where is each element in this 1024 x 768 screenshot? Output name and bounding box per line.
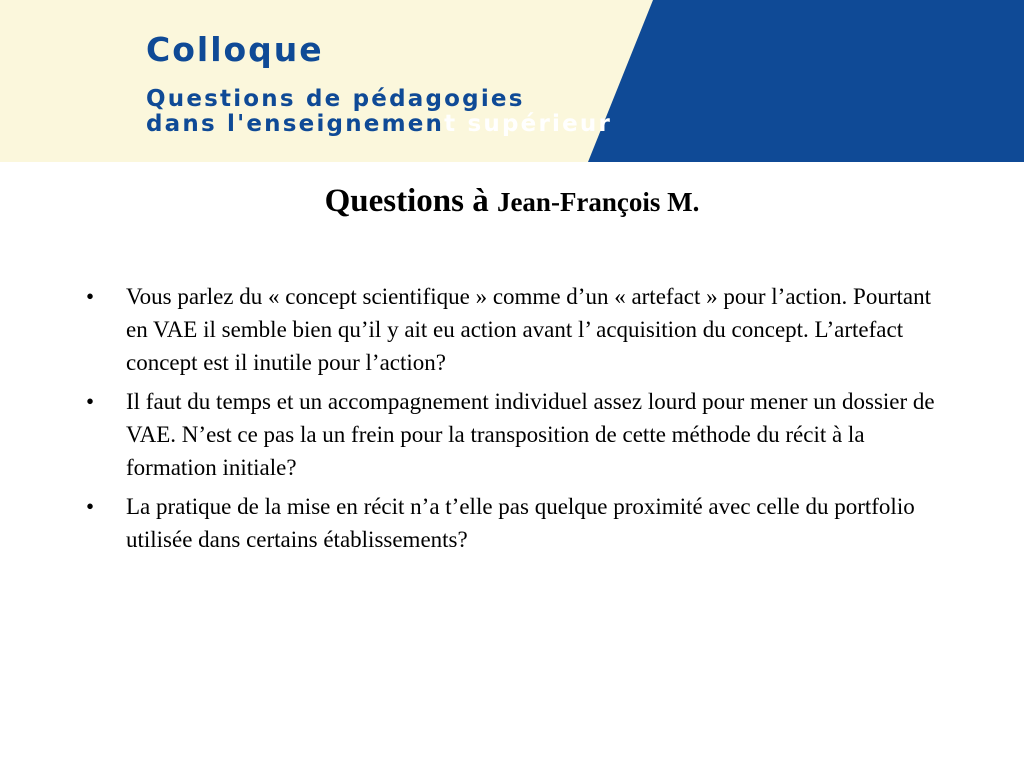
bullet-item <box>86 385 946 484</box>
banner-subtitle-line-1: Questions de pédagogies <box>146 86 525 112</box>
banner-title: Colloque <box>146 30 324 69</box>
banner-subtitle-line-2-part-1: dans l'enseignemen <box>146 111 445 137</box>
bullet-item <box>86 490 946 556</box>
bullet-text: Vous parlez du « concept scientifique » comme d’un « artefact » pour l’action. Pourtant en VAE il semble bien qu’il y ait eu action avant l’ acquisition du concept. L’artefact concept est il inutile pour l’action? <box>126 284 931 375</box>
bullet-text: La pratique de la mise en récit n’a t’elle pas quelque proximité avec celle du portfolio utilisée dans certains établissements? <box>126 494 915 552</box>
bullet-marker: • <box>86 494 95 519</box>
bullet-marker: • <box>86 389 95 414</box>
slide-title-name: Jean-François M. <box>496 187 700 217</box>
slide-title <box>0 183 1024 219</box>
header-banner <box>0 0 1024 162</box>
slide-title-main: Questions à <box>324 183 497 219</box>
banner-subtitle-line-2 <box>146 113 612 136</box>
banner-blue-shape <box>0 0 1024 162</box>
banner-subtitle-line-2-part-2: t supérieur <box>444 111 612 137</box>
bullet-list <box>86 280 946 562</box>
bullet-item <box>86 280 946 379</box>
bullet-text: Il faut du temps et un accompagnement individuel assez lourd pour mener un dossier de VAE. N’est ce pas la un frein pour la transposition de cette méthode du récit à la formation initiale? <box>126 389 935 480</box>
bullet-marker: • <box>86 284 95 309</box>
